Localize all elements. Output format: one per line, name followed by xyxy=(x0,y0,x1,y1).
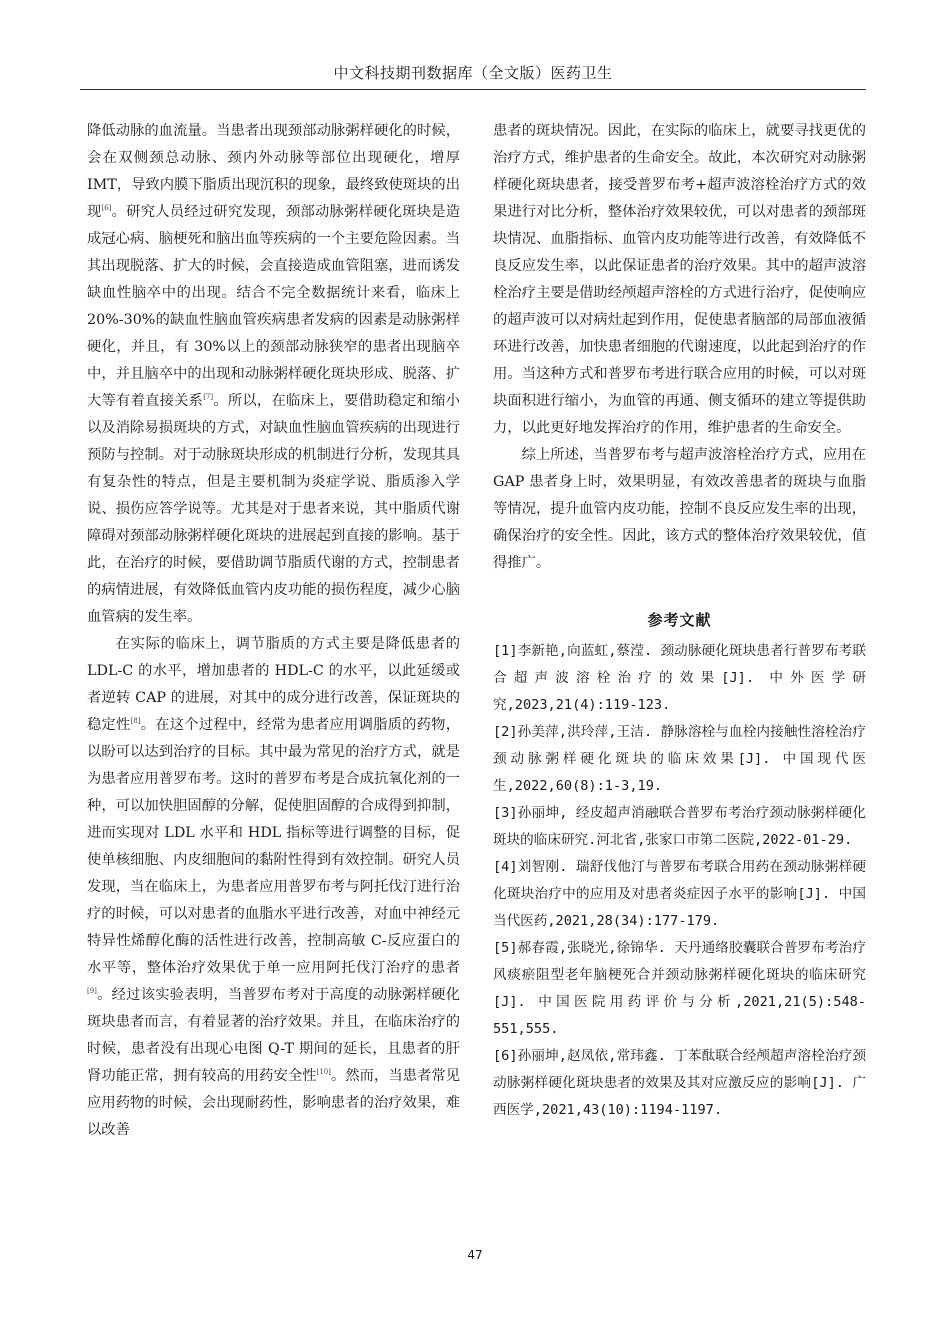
reference-list xyxy=(493,638,866,1124)
text-run: 降低动脉的血流量。当患者出现颈部动脉粥样硬化的时候，会在双侧颈总动脉、颈内外动脉等部位出现硬化，增厚 IMT，导致内膜下脂质出现沉积的现象，最终致使斑块的出现 xyxy=(87,123,460,220)
header-rule xyxy=(80,89,866,90)
citation-6: [6] xyxy=(101,204,112,213)
right-column xyxy=(493,118,866,1124)
reference-item: [6]孙丽坤,赵凤依,常玮鑫. 丁苯酞联合经颅超声溶栓治疗颈动脉粥样硬化斑块患者的效果及其对应激反应的影响[J]. 广西医学,2021,43(10):1194-1197. xyxy=(493,1048,866,1118)
reference-item: [2]孙美萍,洪玲萍,王洁. 静脉溶栓与血栓内接触性溶栓治疗颈动脉粥样硬化斑块的临床效果[J]. 中国现代医生,2022,60(8):1-3,19. xyxy=(493,724,866,794)
paragraph: 综上所述，当普罗布考与超声波溶栓治疗方式，应用在 GAP 患者身上时，效果明显，有效改善患者的斑块与血脂等情况，提升血管内皮功能，控制不良反应发生率的出现，确保治疗的安全性。因此，该方式的整体治疗效果较优，值得推广。 xyxy=(493,447,866,571)
paragraph xyxy=(87,118,460,631)
citation-7: [7] xyxy=(203,393,214,402)
reference-item: [5]郝春霞,张晓光,徐锦华. 天丹通络胶囊联合普罗布考治疗风痰瘀阻型老年脑梗死合并颈动脉粥样硬化斑块的临床研究[J]. 中国医院用药评价与分析,2021,21(5):548-551,555. xyxy=(493,940,866,1037)
paragraph: 患者的斑块情况。因此，在实际的临床上，就要寻找更优的治疗方式，维护患者的生命安全。故此，本次研究对动脉粥样硬化斑块患者，接受普罗布考+超声波溶栓治疗方式的效果进行对比分析，整体治疗效果较优，可以对患者的颈部斑块情况、血脂指标、血管内皮功能等进行改善，有效降低不良反应发生率，以此保证患者的治疗效果。其中的超声波溶栓治疗主要是借助经颅超声溶栓的方式进行治疗，促使响应的超声波可以对病灶起到作用，促使患者脑部的局部血液循环进行改善，加快患者细胞的代谢速度，以此起到治疗的作用。当这种方式和普罗布考进行联合应用的时候，可以对斑块面积进行缩小，为血管的再通、侧支循环的建立等提供助力，以此更好地发挥治疗的作用，维护患者的生命安全。 xyxy=(493,123,866,436)
reference-item: [4]刘智刚. 瑞舒伐他汀与普罗布考联合用药在颈动脉粥样硬化斑块治疗中的应用及对患者炎症因子水平的影响[J]. 中国当代医药,2021,28(34):177-179. xyxy=(493,859,866,929)
text-run: 。经过该实验表明，当普罗布考对于高度的动脉粥样硬化斑块患者而言，有着显著的治疗效果。并且，在临床治疗的时候，患者没有出现心电图 Q-T 期间的延长，且患者的肝肾功能正常，拥有较高的用药安全性 xyxy=(87,987,460,1084)
text-run: 在实际的临床上，调节脂质的方式主要是降低患者的 LDL-C 的水平，增加患者的 HDL-C 的水平，以此延缓或者逆转 CAP 的进展，对其中的成分进行改善，保证斑块的稳定性 xyxy=(87,636,460,733)
reference-item: [3]孙丽坤, 经皮超声消融联合普罗布考治疗颈动脉粥样硬化斑块的临床研究.河北省,张家口市第二医院,2022-01-29. xyxy=(493,805,866,848)
left-column xyxy=(87,118,460,1144)
journal-header: 中文科技期刊数据库（全文版）医药卫生 xyxy=(333,64,613,82)
text-run: 。在这个过程中，经常为患者应用调脂质的药物，以盼可以达到治疗的目标。其中最为常见的治疗方式，就是为患者应用普罗布考。这时的普罗布考是合成抗氧化剂的一种，可以加快胆固醇的分解，促使胆固醇的合成得到抑制，进而实现对 LDL 水平和 HDL 指标等进行调整的目标，促使单核细胞、内皮细胞间的黏附性得到有效控制。研究人员发现，当在临床上，为患者应用普罗布考与阿托伐汀进行治疗的时候，可以对患者的血脂水平进行改善，对血中神经元特异性烯醇化酶的活性进行改善，控制高敏 C-反应蛋白的水平等，整体治疗效果优于单一应用阿托伐汀治疗的患者 xyxy=(87,717,461,976)
page-number: 47 xyxy=(467,1248,483,1262)
text-run: 。然而，当患者常见应用药物的时候，会出现耐药性，影响患者的治疗效果，难以改善 xyxy=(87,1068,461,1138)
citation-8: [8] xyxy=(130,717,141,726)
text-run: 。所以，在临床上，要借助稳定和缩小以及消除易损斑块的方式，对缺血性脑血管疾病的出现进行预防与控制。对于动脉斑块形成的机制进行分析，发现其具有复杂性的特点，但是主要机制为炎症学说、脂质渗入学说、损伤应答学说等。尤其是对于患者来说，其中脂质代谢障碍对颈部动脉粥样硬化斑块的进展起到直接的影响。基于此，在治疗的时候，要借助调节脂质代谢的方式，控制患者的病情进展，有效降低血管内皮功能的损伤程度，减少心脑血管病的发生率。 xyxy=(87,393,461,625)
references-heading: 参考文献 xyxy=(647,611,712,629)
text-run: 。研究人员经过研究发现，颈部动脉粥样硬化斑块是造成冠心病、脑梗死和脑出血等疾病的一个主要危险因素。当其出现脱落、扩大的时候，会直接造成血管阻塞，进而诱发缺血性脑卒中的出现。结合不完全数据统计来看，临床上 20%-30%的缺血性脑血管疾病患者发病的因素是动脉粥样硬化，并且，有 30%以上的颈部动脉狭窄的患者出现脑卒中，并且脑卒中的出现和动脉粥样硬化斑块形成、脱落、扩大等有着直接关系 xyxy=(87,204,461,409)
citation-9: [9] xyxy=(87,987,97,996)
reference-item: [1]李新艳,向蓝虹,蔡滢. 颈动脉硬化斑块患者行普罗布考联合超声波溶栓治疗的效果[J]. 中外医学研究,2023,21(4):119-123. xyxy=(493,643,866,713)
paragraph xyxy=(87,631,460,1144)
citation-10: [10] xyxy=(316,1068,331,1077)
